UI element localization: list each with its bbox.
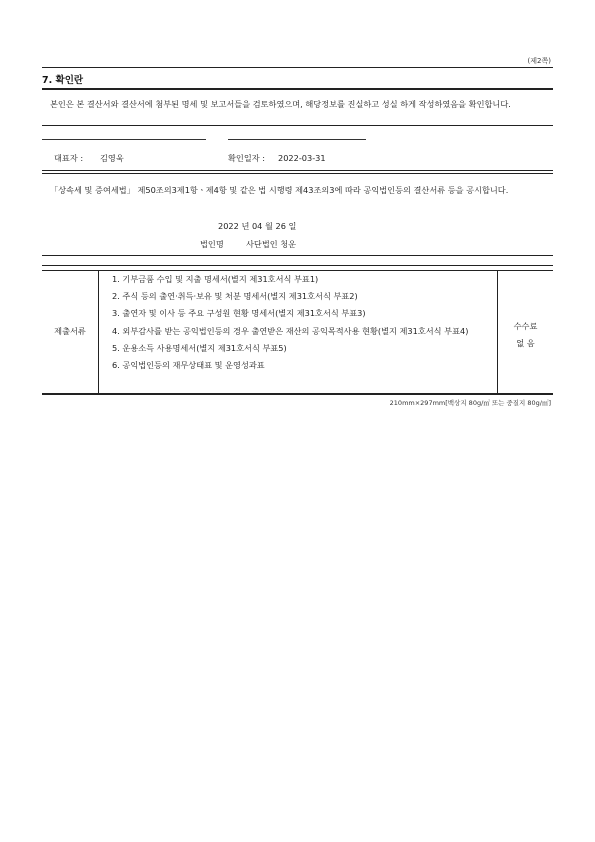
signature-rule-2 [42,173,553,174]
paper-spec-footer: 210mm×297mm[백상지 80g/㎡ 또는 중질지 80g/㎡] [389,399,551,407]
section-title: 7. 확인란 [42,75,84,86]
signature-line-right [228,139,366,140]
top-rule [42,67,553,68]
list-item: 6. 공익법인등의 재무상태표 및 운영성과표 [112,360,265,371]
confirmation-paragraph: 본인은 본 결산서와 결산서에 첨부된 명세 및 보고서들을 검토하였으며, 해당정보를 진실하고 성실 하게 작성하였음을 확인합니다. [50,99,511,109]
table-bottom-rule [42,393,553,395]
disclosure-date: 2022 년 04 월 26 일 [218,221,297,231]
notice-rule [42,255,553,256]
page-number: (제2쪽) [527,57,551,65]
confirm-date: 2022-03-31 [278,153,326,163]
representative-name: 김영욱 [100,153,124,163]
submission-label: 제출서류 [54,326,86,336]
fee-value: 없 음 [516,338,535,348]
list-item: 2. 주식 등의 출연·취득·보유 및 처분 명세서(별지 제31호서식 부표2) [112,291,358,302]
confirm-date-label: 확인일자 : [228,153,265,163]
disclosure-notice: 「상속세 및 증여세법」 제50조의3제1항ㆍ제4항 및 같은 법 시행령 제43조의3에 따라 공익법인등의 결산서류 등을 공시합니다. [50,185,509,195]
corporation-label: 법인명 [200,239,224,249]
fee-cell [498,318,553,352]
list-item: 5. 운용소득 사용명세서(별지 제31호서식 부표5) [112,342,287,353]
section-rule [42,88,553,90]
signature-line-left [42,139,206,140]
fee-label: 수수료 [513,321,538,331]
list-item: 3. 출연자 및 이사 등 주요 구성원 현황 명세서(별지 제31호서식 부표3) [112,308,366,319]
submission-list [106,271,498,374]
list-item: 4. 외부감사를 받는 공익법인등의 경우 출연받은 재산의 공익목적사용 현황(별지 제31호서식 부표4) [112,325,469,336]
paragraph-rule [42,125,553,126]
corporation-name: 사단법인 청운 [246,239,297,249]
table-top-rule-1 [42,265,553,266]
list-item: 1. 기부금품 수입 및 지출 명세서(별지 제31호서식 부표1) [112,274,319,284]
signature-rule-1 [42,170,553,171]
table-divider-left [98,270,99,393]
representative-label: 대표자 : [54,153,84,163]
